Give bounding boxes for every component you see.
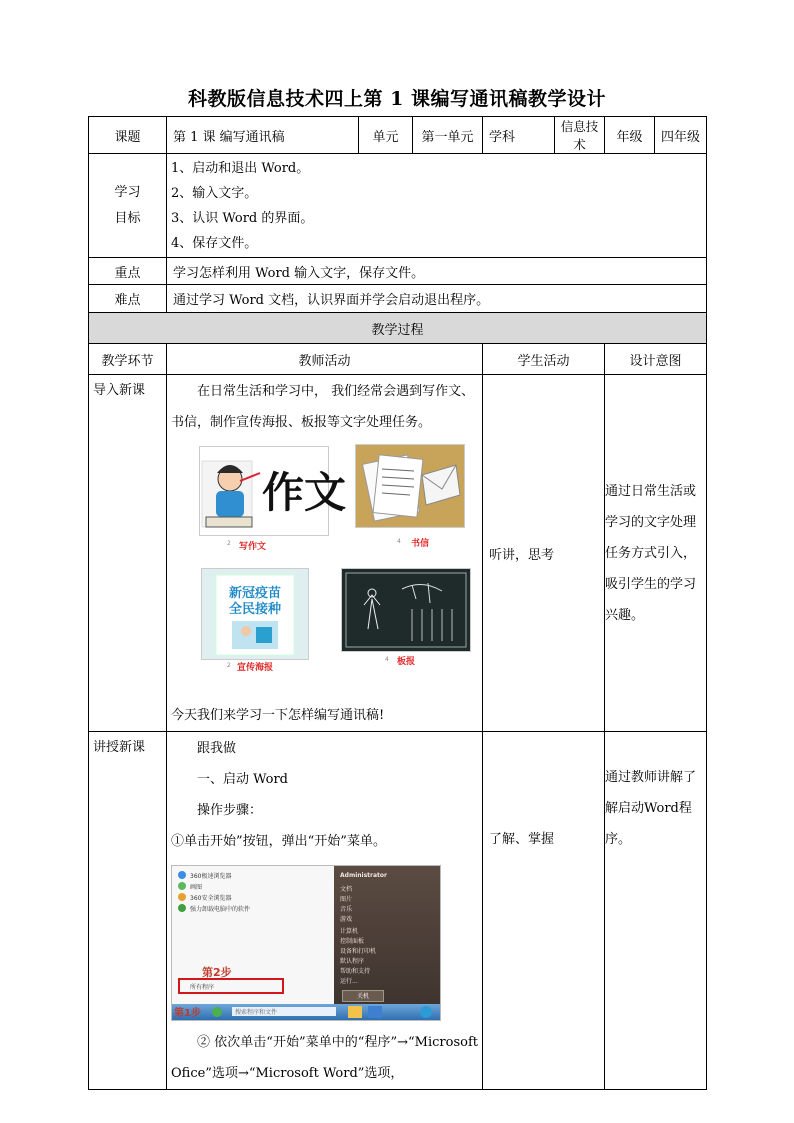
column-teacher: 教师活动: [167, 344, 483, 375]
process-title: 教学过程: [89, 313, 707, 344]
intro-stage: 导入新课: [89, 375, 167, 732]
svg-text:新冠疫苗: 新冠疫苗: [228, 586, 282, 601]
blackboard-image: [341, 568, 471, 652]
svg-text:全民接种: 全民接种: [228, 602, 282, 617]
unit-label: 单元: [359, 117, 413, 154]
intro-row: [89, 375, 707, 732]
lecture-teacher-cell: [167, 732, 483, 1090]
objective-item: 3、认识 Word 的界面。: [171, 210, 314, 226]
svg-text:作文: 作文: [262, 468, 347, 517]
vaccine-poster-icon: [202, 569, 308, 659]
column-student: 学生活动: [483, 344, 605, 375]
subject-label: 学科: [483, 117, 555, 154]
column-stage: 教学环节: [89, 344, 167, 375]
follow-me-text: 跟我做: [197, 741, 237, 756]
intro-closing-text: 今天我们来学习一下怎样编写通讯稿!: [171, 708, 385, 723]
keypoint-label: 重点: [89, 258, 167, 285]
intro-design-intent: 通过日常生活或学习的文字处理任务方式引入，吸引学生的学习兴趣。: [605, 375, 707, 732]
start-orb-icon[interactable]: [212, 1007, 222, 1017]
intro-teacher-text: 在日常生活和学习中， 我们经常会遇到写作文、书信，制作宣传海报、板报等文字处理任务。: [171, 384, 475, 430]
step2-label: 第2步: [202, 966, 232, 979]
essay-image: [199, 446, 347, 536]
caption-letter: 书信: [411, 539, 430, 549]
browser-taskbar-icon[interactable]: [368, 1006, 382, 1018]
essay-illustration-icon: [200, 447, 347, 535]
ie-taskbar-icon[interactable]: [420, 1006, 432, 1018]
objective-item: 2、输入文字。: [171, 185, 258, 201]
subject-value: 信息技术: [555, 117, 605, 154]
intro-student-activity: 听讲，思考: [483, 375, 605, 732]
shutdown-button[interactable]: 关机: [342, 990, 384, 1002]
lecture-design-intent: 通过教师讲解了解启动Word程序。: [605, 732, 707, 1090]
topic-label: 课题: [89, 117, 167, 154]
topic-value: 第 1 课 编写通讯稿: [167, 117, 359, 154]
objectives-label: 学习 目标: [89, 154, 167, 258]
caption-essay: 写作文: [239, 542, 267, 552]
caption-poster: 宣传海报: [237, 663, 274, 673]
letter-illustration-icon: [356, 445, 464, 527]
lecture-row: [89, 732, 707, 1090]
caption-blackboard: 板报: [397, 657, 416, 667]
start-menu-screenshot: [171, 865, 441, 1021]
objective-item: 1、启动和退出 Word。: [171, 160, 310, 176]
letter-image: [355, 444, 465, 528]
unit-value: 第一单元: [413, 117, 483, 154]
lesson-plan-table: [88, 116, 707, 1090]
keypoint-row: [89, 258, 707, 285]
intro-teacher-cell: [167, 375, 483, 732]
grade-value: 四年级: [655, 117, 707, 154]
difficulty-label: 难点: [89, 285, 167, 313]
start-menu-right-pane: Administrator 文档 图片 音乐 游戏 计算机 控制面板 设备和打印机 默认程序 帮助和支持 运行... 关机: [334, 866, 440, 1004]
all-programs-item[interactable]: 所有程序: [178, 978, 284, 994]
taskbar: [172, 1004, 440, 1020]
grade-label: 年级: [605, 117, 655, 154]
intro-image-grid: 作文 2 写作文 4 书信 新冠疫苗 全民接种 2 宣传海报 4 板报: [167, 440, 482, 698]
step1-label: 第1步: [174, 1008, 201, 1019]
steps-label: 操作步骤：: [197, 803, 263, 818]
search-programs-input[interactable]: 搜索程序和文件: [232, 1007, 336, 1016]
document-title: 科教版信息技术四上第 1 课编写通讯稿教学设计: [188, 88, 606, 110]
blackboard-illustration-icon: [342, 569, 470, 651]
objectives-list: [167, 154, 707, 258]
column-intent: 设计意图: [605, 344, 707, 375]
columns-row: [89, 344, 707, 375]
start-menu-left-pane: 360极速浏览器 画图 360安全浏览器 强力卸载电脑中的软件 第2步 所有程序: [172, 866, 334, 1004]
objectives-row: [89, 154, 707, 258]
difficulty-text: 通过学习 Word 文档，认识界面并学会启动退出程序。: [167, 285, 707, 313]
process-title-row: [89, 313, 707, 344]
section-title: 一、启动 Word: [197, 772, 288, 787]
difficulty-row: [89, 285, 707, 313]
lecture-student-activity: 了解、掌握: [483, 732, 605, 1090]
header-row: [89, 117, 707, 154]
step-two-text: ② 依次单击“开始”菜单中的“程序”→“Microsoft Ofice”选项→“Microsoft Word”选项，: [171, 1035, 479, 1081]
step-one-text: ①单击开始”按钮，弹出“开始”菜单。: [171, 834, 386, 849]
poster-image: [201, 568, 309, 660]
lecture-stage: 讲授新课: [89, 732, 167, 1090]
objective-item: 4、保存文件。: [171, 235, 258, 251]
keypoint-text: 学习怎样利用 Word 输入文字，保存文件。: [167, 258, 707, 285]
explorer-taskbar-icon[interactable]: [348, 1006, 362, 1018]
